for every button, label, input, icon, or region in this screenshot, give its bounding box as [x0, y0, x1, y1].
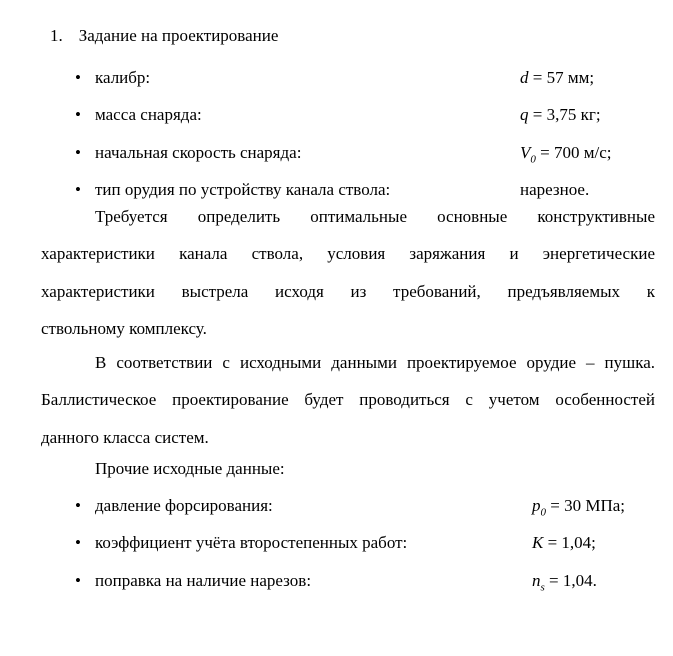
spec-label: давление форсирования: — [95, 496, 273, 515]
spec-label: калибр: — [95, 68, 151, 87]
bullet-icon: • — [75, 142, 81, 162]
spec-value — [532, 524, 596, 561]
list-item — [41, 134, 673, 171]
variable-subscript: 0 — [530, 153, 536, 166]
variable-symbol: q — [520, 105, 529, 125]
variable-symbol: V — [520, 142, 531, 162]
conformity-paragraph — [41, 344, 655, 456]
value-text: = 1,04; — [543, 533, 596, 553]
spec-label: масса снаряда: — [95, 105, 202, 125]
paragraph-line: данного класса систем. — [41, 427, 209, 447]
bullet-icon: • — [75, 68, 81, 87]
other-data-list — [41, 487, 673, 599]
section-number: 1. — [50, 26, 63, 45]
spec-value — [532, 487, 625, 524]
list-item — [41, 524, 673, 561]
variable-symbol: K — [532, 533, 544, 553]
variable-symbol: n — [532, 570, 541, 590]
bullet-icon: • — [75, 570, 81, 590]
section-heading — [50, 26, 278, 46]
spec-value — [520, 59, 594, 96]
paragraph-line: характеристики канала ствола, условия заряжания и энергетические — [41, 244, 655, 264]
list-item — [41, 562, 673, 599]
spec-value — [532, 562, 597, 599]
spec-list — [41, 59, 673, 209]
value-text: нарезное. — [520, 180, 590, 200]
paragraph-line: ствольному комплексу. — [41, 319, 207, 339]
list-item — [41, 59, 673, 96]
paragraph-line: Требуется определить оптимальные основные конструктивные — [95, 207, 655, 226]
spec-value — [520, 96, 601, 133]
spec-label: поправка на наличие нарезов: — [95, 570, 312, 590]
bullet-icon: • — [75, 496, 81, 515]
spec-label: коэффициент учёта второстепенных работ: — [95, 533, 408, 553]
spec-label: тип орудия по устройству канала ствола: — [95, 180, 391, 200]
variable-subscript: 0 — [540, 506, 546, 519]
value-text: = 57 мм; — [528, 68, 595, 87]
list-item — [41, 487, 673, 524]
bullet-icon: • — [75, 533, 81, 553]
spec-label: начальная скорость снаряда: — [95, 142, 302, 162]
spec-value — [520, 134, 611, 171]
section-title-text: Задание на проектирование — [78, 26, 279, 45]
bullet-icon: • — [75, 180, 81, 200]
requirements-paragraph — [41, 198, 655, 348]
value-text: = 30 МПа; — [546, 496, 625, 515]
value-text: = 3,75 кг; — [528, 105, 601, 125]
list-item — [41, 96, 673, 133]
variable-subscript: s — [540, 581, 545, 594]
variable-symbol: d — [520, 68, 529, 87]
other-data-heading: Прочие исходные данные: — [95, 459, 285, 478]
bullet-icon: • — [75, 105, 81, 125]
value-text: = 700 м/с; — [535, 142, 612, 162]
paragraph-line: Баллистическое проектирование будет проводиться с учетом особенностей — [41, 390, 655, 410]
paragraph-line: В соответствии с исходными данными проектируемое орудие – пушка. — [95, 353, 655, 372]
paragraph-line: характеристики выстрела исходя из требований, предъявляемых к — [41, 281, 655, 301]
value-text: = 1,04. — [544, 570, 597, 590]
variable-symbol: p — [532, 496, 541, 515]
